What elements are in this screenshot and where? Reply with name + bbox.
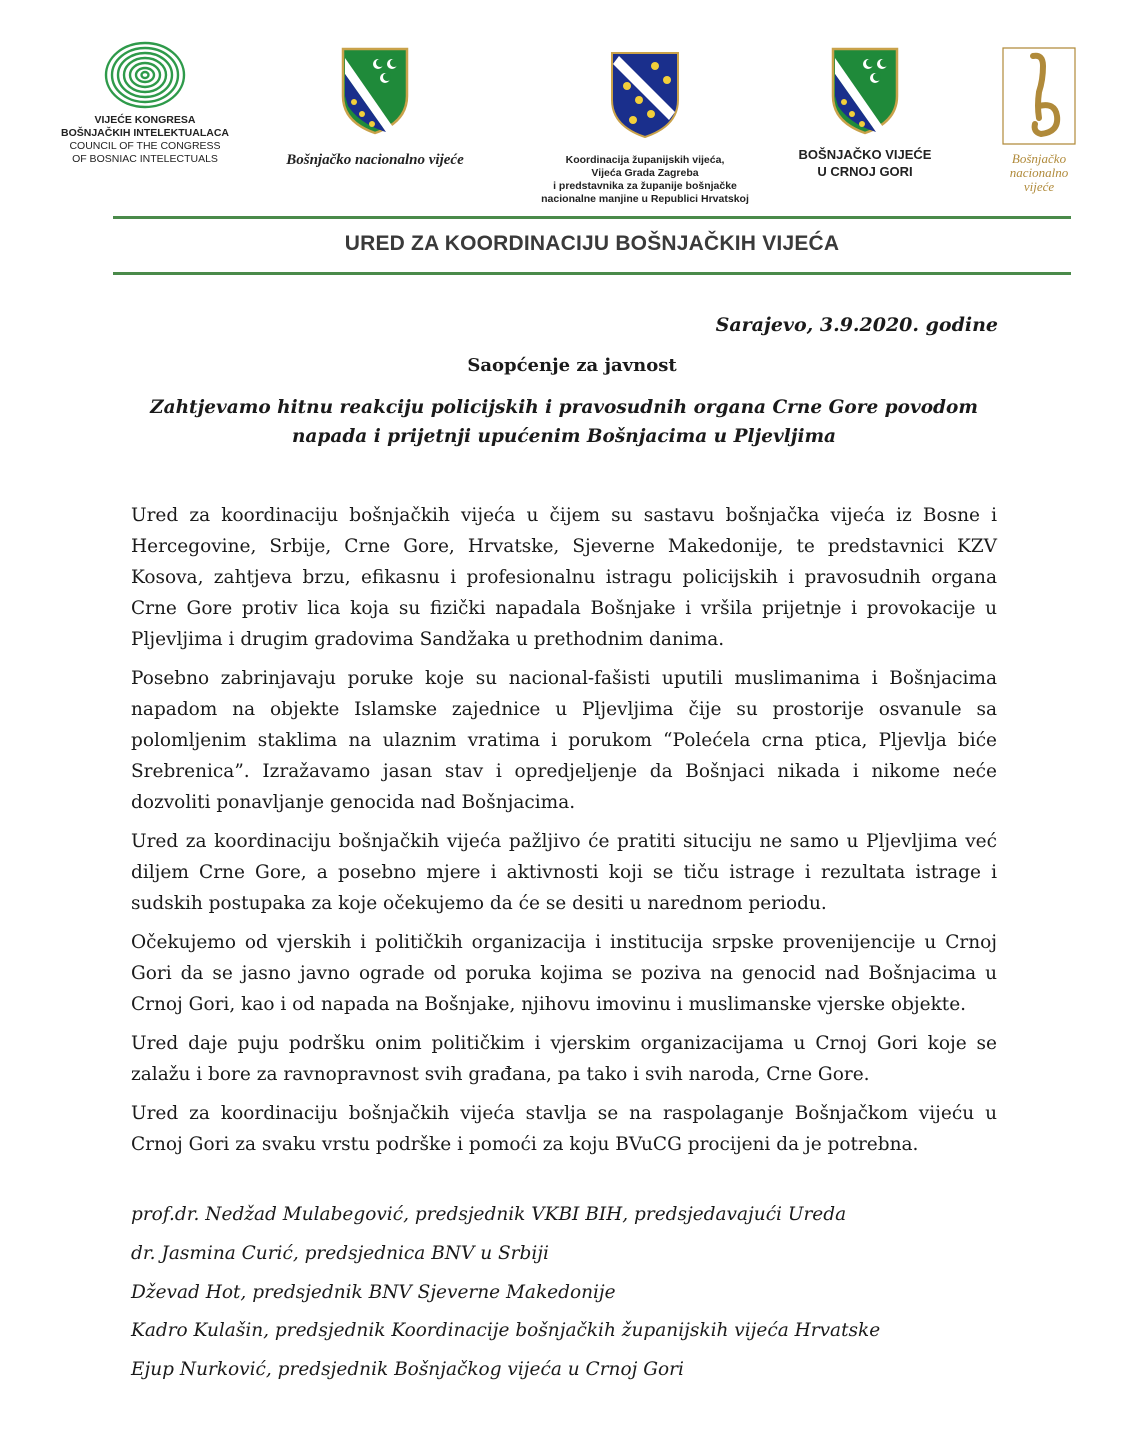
concentric-rings-icon <box>103 40 187 110</box>
croatia-line-3: i predstavnika za županije bošnjačke <box>553 180 737 192</box>
bnv-mk-logo <box>996 46 1082 194</box>
vkbi-line-4: OF BOSNIAC INTELECTUALS <box>72 153 218 165</box>
paragraph: Ured daje puju podršku onim političkim i vjerskim organizacijama u Crnoj Gori koje se zalažu i bore za ravnopravnost svih građana, pa tako i svih naroda, Crne Gore. <box>131 1033 997 1085</box>
vkbi-logo <box>60 40 230 166</box>
signature-line: Kadro Kulašin, predsjednik Koordinacije bošnjačkih županijskih vijeća Hrvatske <box>131 1320 881 1342</box>
bnv-serbia-caption: Bošnjačko nacionalno vijeće <box>286 152 464 168</box>
signature-line: Ejup Nurković, predsjednik Bošnjačkog vijeća u Crnoj Gori <box>131 1359 684 1381</box>
document-heading: Saopćenje za javnost <box>467 355 677 376</box>
subtitle-line: Zahtjevamo hitnu reakciju policijskih i pravosudnih organa Crne Gore povodom <box>150 397 978 418</box>
vkbi-line-3: COUNCIL OF THE CONGRESS <box>69 140 221 152</box>
bnv-mk-line-3: vijeće <box>1023 179 1055 194</box>
croatia-line-1: Koordinacija županijskih vijeća, <box>565 154 725 166</box>
croatia-coordination-logo <box>510 50 780 206</box>
paragraph: Ured za koordinaciju bošnjačkih vijeća u čijem su sastavu bošnjačka vijeća iz Bosne i Hercegovine, Srbije, Crne Gore, Hrvatske, Sjeverne Makedonije, te predstavnici KZV Kosova, zahtjeva brzu, efikasnu i profesionalnu istragu policijskih i pravosudnih organa Crne Gore protiv lica koja su fizički napadala Bošnjake i vršila prijetnje i provokacije u Pljevljima i drugim gradovima Sandžaka u prethodnim danima. <box>131 505 997 650</box>
vkbi-line-2: BOŠNJAČKIH INTELEKTUALACA <box>61 127 229 139</box>
logo-row <box>0 0 1144 210</box>
signature-line: prof.dr. Nedžad Mulabegović, predsjednik VKBI BIH, predsjedavajući Ureda <box>131 1204 847 1225</box>
croatia-line-2: Vijeća Grada Zagreba <box>591 167 699 179</box>
bvcg-logo <box>790 46 940 180</box>
paragraph: Ured za koordinaciju bošnjačkih vijeća pažljivo će pratiti situciju ne samo u Pljevljima već diljem Crne Gore, a posebno mjere i aktivnosti koji se tiču istrage i rezultata istrage i sudskih postupaka za koje očekujemo da će se desiti u narednom periodu. <box>131 831 997 914</box>
vkbi-line-1: VIJEĆE KONGRESA <box>94 114 196 126</box>
signature-list <box>131 1196 1031 1390</box>
paragraph: Očekujemo od vjerskih i političkih organizacija i institucija srpske provenijencije u Crnoj Gori da se jasno javno ograde od poruka kojima se poziva na genocid nad Bošnjacima u Crnoj Gori, kao i od napada na Bošnjake, njihovu imovinu i muslimanske vjerske objekte. <box>131 932 997 1015</box>
gold-b-emblem-icon <box>999 46 1079 146</box>
document-body <box>131 500 997 1168</box>
bvcg-line-2: U CRNOJ GORI <box>817 164 913 179</box>
signature-line: dr. Jasmina Curić, predsjednica BNV u Srbiji <box>131 1242 549 1264</box>
croatia-line-4: nacionalne manjine u Republici Hrvatskoj <box>541 193 749 205</box>
document-date: Sarajevo, 3.9.2020. godine <box>715 314 998 336</box>
subtitle-line: napada i prijetnji upućenim Bošnjacima u Pljevljima <box>291 426 837 447</box>
signature-line: Dževad Hot, predsjednik BNV Sjeverne Makedonije <box>131 1281 616 1303</box>
document-subtitle <box>130 393 998 451</box>
bvcg-line-1: BOŠNJAČKO VIJEĆE <box>798 147 932 162</box>
blue-shield-lilies-icon <box>609 50 681 140</box>
bnv-mk-line-2: nacionalno <box>1009 165 1069 180</box>
band-title: URED ZA KOORDINACIJU BOŠNJAČKIH VIJEĆA <box>344 232 840 255</box>
paragraph: Ured za koordinaciju bošnjačkih vijeća stavlja se na raspolaganje Bošnjačkom vijeću u Crnoj Gori za svaku vrstu podrške i pomoći za koju BVuCG procijeni da je potrebna. <box>131 1103 997 1155</box>
bottom-rule <box>113 272 1071 275</box>
paragraph: Posebno zabrinjavaju poruke koje su nacional-fašisti uputili muslimanima i Bošnjacima napadom na objekte Islamske zajednice u Pljevljima čije su prostorije osvanule sa polomljenim staklima na ulaznim vratima i porukom “Polećela crna ptica, Pljevlja biće Srebrenica”. Izražavamo jasan stav i opredjeljenje da Bošnjaci nikada i nikome neće dozvoliti ponavljanje genocida nad Bošnjacima. <box>131 668 997 813</box>
bnv-mk-line-1: Bošnjačko <box>1011 151 1067 166</box>
green-shield-crescents-icon <box>830 46 900 136</box>
top-rule <box>113 216 1071 219</box>
bnv-serbia-logo <box>270 46 480 169</box>
green-shield-crescents-icon <box>340 46 410 136</box>
